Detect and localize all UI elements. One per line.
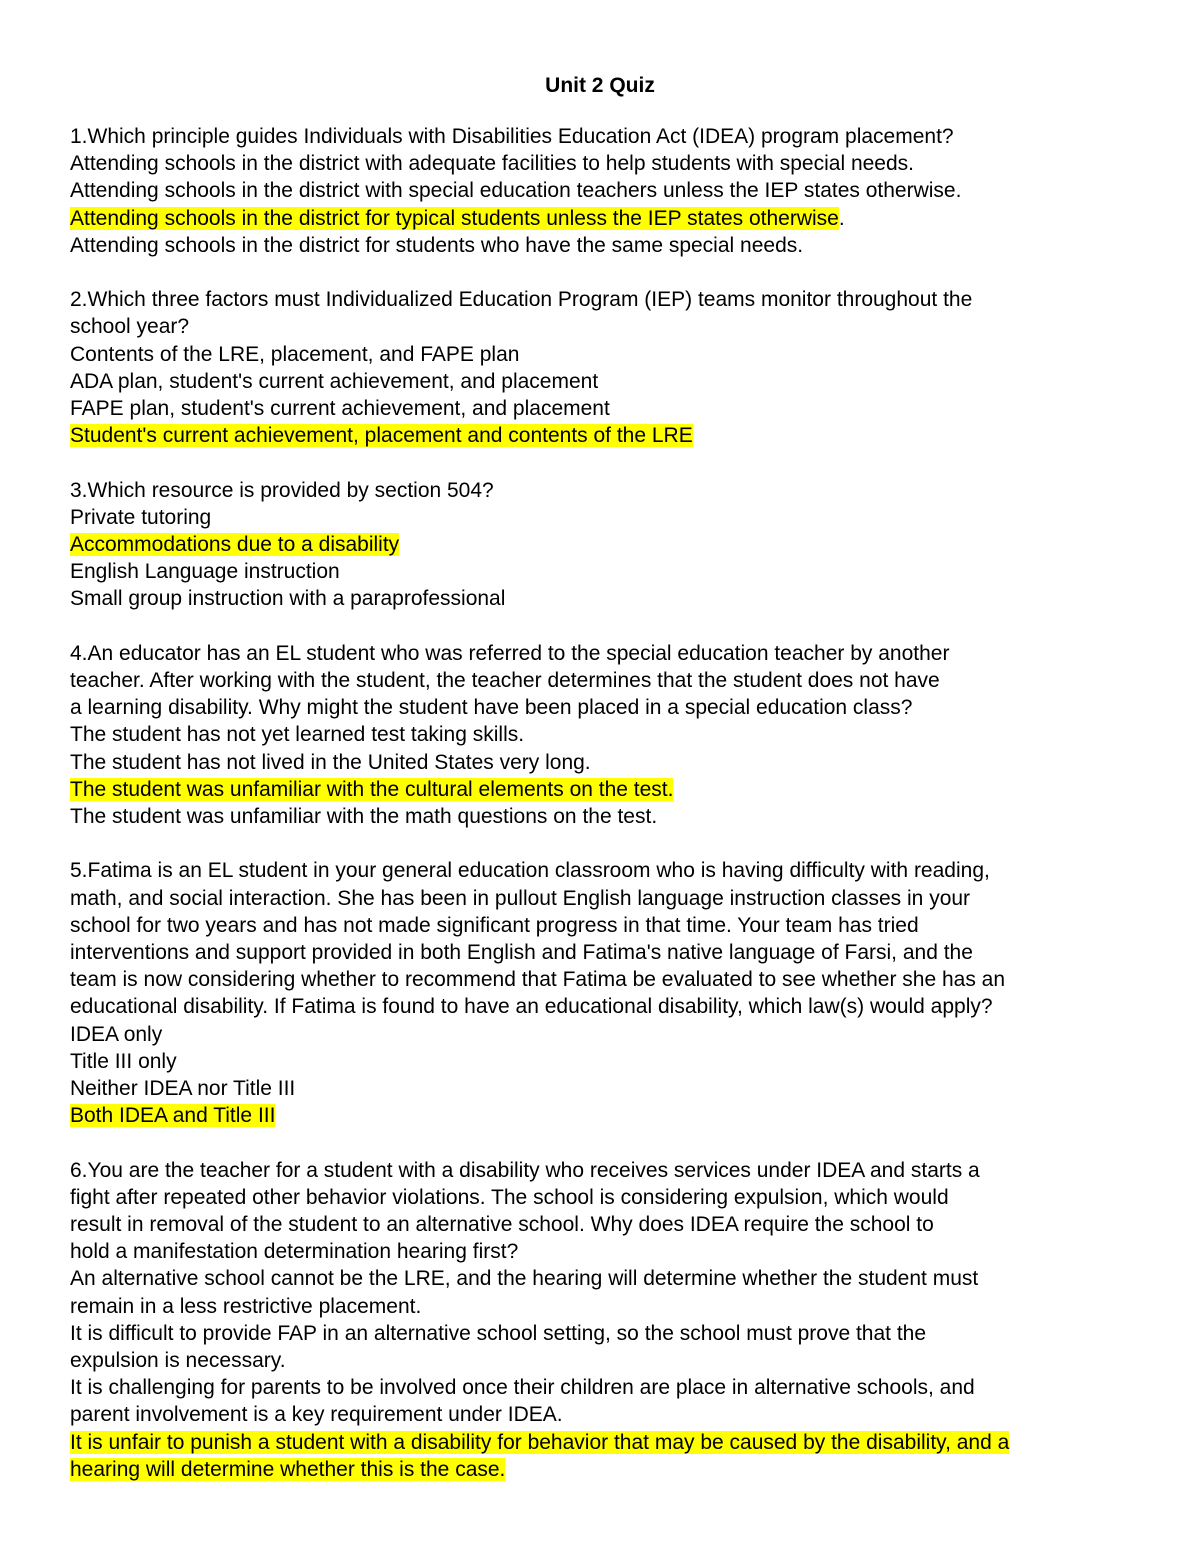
question-prompt-line: school for two years and has not made significant progress in that time. Your team has tried xyxy=(70,913,919,937)
answer-option: Small group instruction with a paraprofessional xyxy=(70,587,506,611)
answer-option: The student has not lived in the United States very long. xyxy=(70,750,591,774)
answer-option: It is difficult to provide FAP in an alternative school setting, so the school must prove that the xyxy=(70,1321,927,1345)
answer-highlight: It is unfair to punish a student with a disability for behavior that may be caused by the disability, and a xyxy=(70,1430,1010,1454)
question-prompt-line: 2.Which three factors must Individualized Education Program (IEP) teams monitor throughout the xyxy=(70,288,973,312)
answer-option: Attending schools in the district with special education teachers unless the IEP states otherwise. xyxy=(70,179,962,203)
answer-highlight: Both IDEA and Title III xyxy=(70,1104,276,1128)
question-prompt-line: fight after repeated other behavior violations. The school is considering expulsion, which would xyxy=(70,1185,949,1209)
answer-option: IDEA only xyxy=(70,1022,163,1046)
answer-highlight: The student was unfamiliar with the cultural elements on the test. xyxy=(70,777,674,801)
question-prompt-line: school year? xyxy=(70,315,190,339)
answer-option-correct-continued xyxy=(70,1456,1140,1483)
answer-option-correct xyxy=(70,531,1140,558)
question-prompt-line: 3.Which resource is provided by section 504? xyxy=(70,478,494,502)
answer-option-correct xyxy=(70,1429,1140,1456)
answer-option: Attending schools in the district with adequate facilities to help students with special needs. xyxy=(70,152,914,176)
answer-option: Title III only xyxy=(70,1049,177,1073)
answer-option: Neither IDEA nor Title III xyxy=(70,1077,296,1101)
quiz-content xyxy=(70,123,1140,1510)
question-6 xyxy=(70,1157,1140,1483)
question-prompt-line: result in removal of the student to an alternative school. Why does IDEA require the school to xyxy=(70,1213,934,1237)
answer-option: Private tutoring xyxy=(70,505,212,529)
answer-highlight: hearing will determine whether this is the case. xyxy=(70,1457,506,1481)
question-prompt-line: math, and social interaction. She has been in pullout English language instruction classes in your xyxy=(70,886,971,910)
question-prompt-line: 6.You are the teacher for a student with a disability who receives services under IDEA and starts a xyxy=(70,1158,980,1182)
answer-option-correct xyxy=(70,1102,1140,1129)
question-prompt-line: team is now considering whether to recommend that Fatima be evaluated to see whether she has an xyxy=(70,968,1006,992)
answer-option: Contents of the LRE, placement, and FAPE plan xyxy=(70,342,520,366)
answer-highlight: Attending schools in the district for typical students unless the IEP states otherwise xyxy=(70,206,839,230)
answer-highlight: Accommodations due to a disability xyxy=(70,533,400,557)
answer-option: It is challenging for parents to be involved once their children are place in alternative schools, and xyxy=(70,1376,975,1400)
question-4 xyxy=(70,640,1140,830)
answer-option: ADA plan, student's current achievement, and placement xyxy=(70,369,599,393)
question-prompt-line: interventions and support provided in both English and Fatima's native language of Farsi, and the xyxy=(70,941,973,965)
question-prompt-line: 4.An educator has an EL student who was referred to the special education teacher by another xyxy=(70,641,950,665)
question-5 xyxy=(70,857,1140,1129)
answer-option: The student was unfamiliar with the math questions on the test. xyxy=(70,805,658,829)
answer-option: FAPE plan, student's current achievement, and placement xyxy=(70,397,610,421)
answer-option: English Language instruction xyxy=(70,560,340,584)
answer-option-correct xyxy=(70,422,1140,449)
page-title: Unit 2 Quiz xyxy=(545,74,655,97)
question-3 xyxy=(70,477,1140,613)
question-prompt-line: 1.Which principle guides Individuals with Disabilities Education Act (IDEA) program placement? xyxy=(70,125,954,148)
question-prompt-line: 5.Fatima is an EL student in your general education classroom who is having difficulty with reading, xyxy=(70,859,990,883)
answer-option-correct xyxy=(70,776,1140,803)
answer-option: Attending schools in the district for students who have the same special needs. xyxy=(70,233,804,257)
answer-option-correct: Attending schools in the district for typical students unless the IEP states otherwise. xyxy=(70,206,845,230)
question-prompt-line: educational disability. If Fatima is found to have an educational disability, which law(s) would apply? xyxy=(70,995,993,1019)
answer-option-continued: parent involvement is a key requirement under IDEA. xyxy=(70,1403,563,1427)
question-2 xyxy=(70,286,1140,449)
question-prompt-line: hold a manifestation determination hearing first? xyxy=(70,1240,519,1264)
answer-option: The student has not yet learned test taking skills. xyxy=(70,723,525,747)
answer-option-continued: remain in a less restrictive placement. xyxy=(70,1294,422,1318)
answer-option: An alternative school cannot be the LRE, and the hearing will determine whether the student must xyxy=(70,1267,979,1291)
question-prompt-line: a learning disability. Why might the student have been placed in a special education class? xyxy=(70,696,913,720)
answer-option-continued: expulsion is necessary. xyxy=(70,1349,286,1373)
answer-highlight: Student's current achievement, placement and contents of the LRE xyxy=(70,424,693,448)
question-prompt-line: teacher. After working with the student, the teacher determines that the student does not have xyxy=(70,669,940,693)
question-1 xyxy=(70,123,1140,259)
